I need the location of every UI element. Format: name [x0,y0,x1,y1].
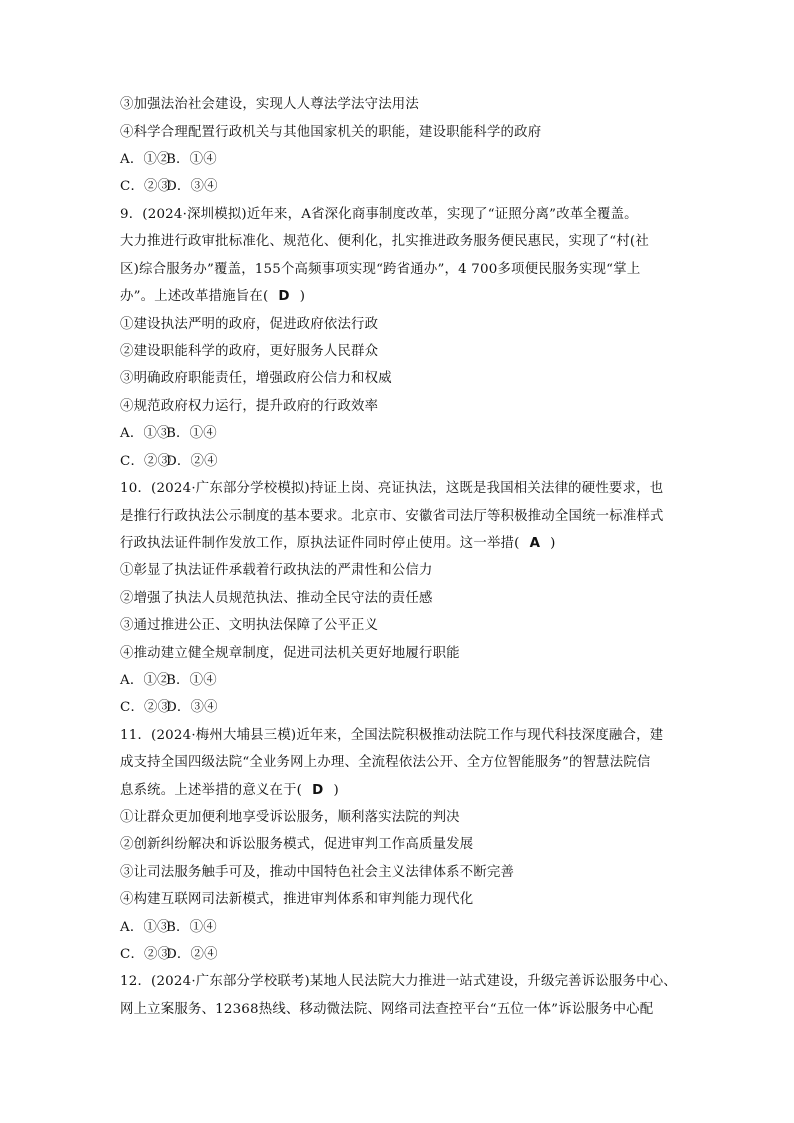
question-stem-line: 10．(2024·广东部分学校模拟)持证上岗、亮证执法，这既是我国相关法律的硬性要求，也 [120,481,664,496]
option-line: ③让司法服务触手可及，推动中国特色社会主义法律体系不断完善 [120,865,515,880]
option-line: ②建设职能科学的政府，更好服务人民群众 [120,344,379,359]
choice-row [120,425,217,443]
choice-row [120,178,218,196]
question-stem-line: 网上立案服务、12368热线、移动微法院、网络司法查控平台“五位一体”诉讼服务中心配 [120,1002,654,1017]
choice-b: B．①④ [166,920,217,935]
option-line: ①让群众更加便利地享受诉讼服务，顺利落实法院的判决 [120,810,460,825]
choice-c: C．②③ [120,179,172,194]
option-line: ④规范政府权力运行，提升政府的行政效率 [120,399,379,414]
option-line: ④科学合理配置行政机关与其他国家机关的职能，建设职能科学的政府 [120,125,542,140]
option-line: ④构建互联网司法新模式，推进审判体系和审判能力现代化 [120,892,474,907]
choice-d: D．②④ [166,947,218,962]
option-line: ④推动建立健全规章制度，促进司法机关更好地履行职能 [120,646,460,661]
choice-row [120,919,217,937]
question-stem-line [120,288,305,306]
question-stem-line: 11．(2024·梅州大埔县三模)近年来，全国法院积极推动法院工作与现代科技深度融合，建 [120,728,664,743]
question-stem-line [120,535,556,553]
option-line: ①建设执法严明的政府，促进政府依法行政 [120,317,379,332]
stem-text: 办”。上述改革措施旨在( [120,289,269,304]
question-stem-line: 区)综合服务办”覆盖，155个高频事项实现“跨省通办”，4 700多项便民服务实现“掌上 [120,262,641,277]
choice-row [120,946,218,964]
stem-text: 息系统。上述举措的意义在于( [120,783,303,798]
choice-c: C．②③ [120,700,172,715]
question-stem-line: 12．(2024·广东部分学校联考)某地人民法院大力推进一站式建设，升级完善诉讼服务中心、 [120,974,677,989]
question-stem-line: 成支持全国四级法院“全业务网上办理、全流程依法公开、全方位智能服务”的智慧法院信 [120,755,651,770]
question-stem-line [120,782,339,800]
choice-row [120,453,218,471]
answer-key: D [312,783,324,798]
choice-row [120,699,218,717]
choice-a: A．①② [120,673,171,688]
choice-a: A．①③ [120,426,171,441]
option-line: ②创新纠纷解决和诉讼服务模式，促进审判工作高质量发展 [120,837,474,852]
question-stem-line: 9．(2024·深圳模拟)近年来，A省深化商事制度改革，实现了“证照分离”改革全覆盖。 [120,207,638,222]
option-line: ②增强了执法人员规范执法、推动全民守法的责任感 [120,591,433,606]
choice-row [120,672,217,690]
choice-d: D．②④ [166,454,218,469]
answer-close: ) [299,289,306,304]
option-line: ①彰显了执法证件承载着行政执法的严肃性和公信力 [120,563,433,578]
choice-c: C．②③ [120,947,172,962]
answer-close: ) [550,536,556,551]
choice-b: B．①④ [166,426,217,441]
answer-close: ) [333,783,339,798]
option-line: ③加强法治社会建设，实现人人尊法学法守法用法 [120,97,419,112]
choice-a: A．①③ [120,920,171,935]
option-line: ③通过推进公正、文明执法保障了公平正义 [120,618,379,633]
choice-c: C．②③ [120,454,172,469]
choice-b: B．①④ [166,673,217,688]
choice-row [120,151,217,169]
choice-b: B．①④ [166,152,217,167]
option-line: ③明确政府职能责任，增强政府公信力和权威 [120,371,392,386]
answer-key: A [529,536,541,551]
choice-d: D．③④ [166,179,218,194]
question-stem-line: 大力推进行政审批标准化、规范化、便利化，扎实推进政务服务便民惠民，实现了“村(社 [120,234,649,249]
stem-text: 行政执法证件制作发放工作，原执法证件同时停止使用。这一举措( [120,536,520,551]
answer-key: D [278,289,290,304]
question-stem-line: 是推行行政执法公示制度的基本要求。北京市、安徽省司法厅等积极推动全国统一标准样式 [120,509,664,524]
choice-d: D．③④ [166,700,218,715]
choice-a: A．①② [120,152,171,167]
